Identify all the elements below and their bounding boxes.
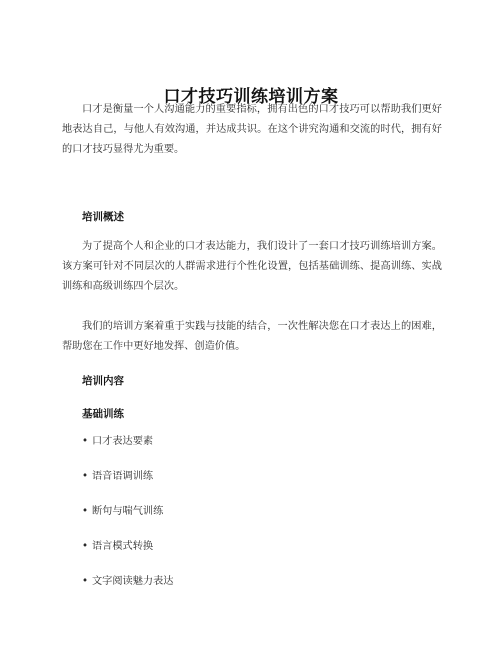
overview-paragraph-1: 为了提高个人和企业的口才表达能力，我们设计了一套口才技巧训练培训方案。该方案可针对不同层次的人群需求进行个性化设置，包括基础训练、提高训练、实战训练和高级训练四个层次。 [62, 241, 442, 292]
list-item: • 断句与喘气训练 [82, 506, 164, 517]
intro-paragraph: 口才是衡量一个人沟通能力的重要指标，拥有出色的口才技巧可以帮助我们更好地表达自己，与他人有效沟通，并达成共识。在这个讲究沟通和交流的时代，拥有好的口才技巧显得尤为重要。 [62, 104, 442, 155]
bullet-icon: • [82, 541, 89, 552]
list-item: • 文字阅读魅力表达 [82, 576, 174, 587]
bullet-icon: • [82, 576, 89, 587]
list-item: • 口才表达要素 [82, 436, 154, 447]
section-heading-overview: 培训概述 [82, 211, 124, 223]
section-heading-content: 培训内容 [82, 375, 124, 387]
bullet-icon: • [82, 506, 89, 517]
bullet-icon: • [82, 436, 89, 447]
list-item: • 语音语调训练 [82, 471, 154, 482]
document-title: 口才技巧训练培训方案 [163, 87, 339, 107]
basic-training-list [82, 432, 174, 607]
subsection-heading-basic: 基础训练 [82, 408, 124, 420]
list-item: • 语言模式转换 [82, 541, 154, 552]
overview-paragraph-2: 我们的培训方案着重于实践与技能的结合，一次性解决您在口才表达上的困难，帮助您在工作中更好地发挥、创造价值。 [62, 321, 442, 352]
bullet-icon: • [82, 471, 89, 482]
